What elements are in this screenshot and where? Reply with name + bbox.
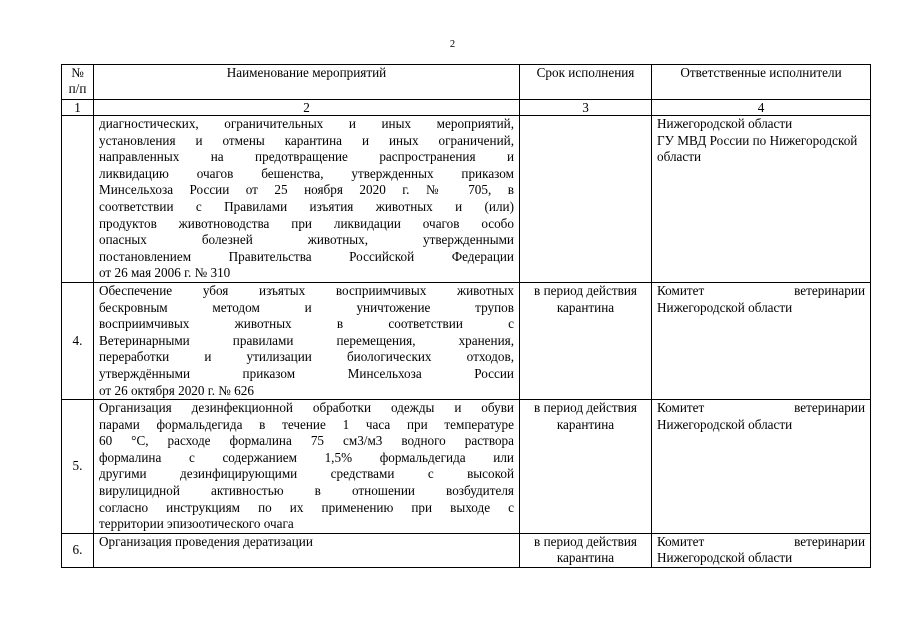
column-number-4: 4	[652, 100, 871, 116]
table-row	[62, 400, 871, 534]
column-number-1: 1	[62, 100, 94, 116]
table-row	[62, 282, 871, 399]
responsible-cell	[652, 116, 871, 283]
activity-line: диагностических, ограничительных и иных мероприятий,	[99, 116, 514, 131]
activity-line: Ветеринарными правилами перемещения, хранения,	[99, 332, 514, 348]
header-number	[62, 65, 94, 100]
page-number: 2	[449, 39, 456, 50]
activity-line: Организация проведения дератизации	[99, 533, 313, 549]
responsible-line: Нижегородской области	[657, 550, 793, 566]
responsible-line: Нижегородской области	[657, 299, 793, 315]
activity-line: Минсельхоза России от 25 ноября 2020 г. № 705, в	[99, 182, 514, 198]
responsible-line: Комитет ветеринарии	[657, 533, 865, 549]
responsible-line: Комитет ветеринарии	[657, 282, 865, 298]
activity-line: бескровным методом и уничтожение трупов	[99, 299, 514, 315]
activity-line: постановлением Правительства Российской Федерации	[99, 248, 514, 264]
activity-line: установления и отмены карантина и иных ограничений,	[99, 132, 514, 148]
activity-line: территории эпизоотического очага	[99, 516, 294, 532]
responsible-line: области	[657, 149, 702, 165]
column-number-3: 3	[520, 100, 652, 116]
column-number-2: 2	[94, 100, 520, 116]
activity-line: вирулицидной активностью в отношении возбудителя	[99, 483, 514, 499]
responsible-cell	[652, 400, 871, 534]
activity-line: восприимчивых животных в соответствии с	[99, 316, 514, 332]
activity-cell	[94, 400, 520, 534]
activity-line: 60 °С, расходе формалина 75 см3/м3 водного раствора	[99, 433, 514, 449]
activity-cell	[94, 116, 520, 283]
activity-line: переработки и утилизации биологических отходов,	[99, 349, 514, 365]
deadline-line: в период действия	[534, 533, 637, 549]
activity-cell	[94, 533, 520, 567]
deadline-line: карантина	[556, 299, 615, 315]
activity-line: формалина с содержанием 1,5% формальдегида или	[99, 449, 514, 465]
activity-line: опасных болезней животных, утвержденными	[99, 232, 514, 248]
table-row	[62, 533, 871, 567]
responsible-line: Комитет ветеринарии	[657, 400, 865, 416]
activity-line: Организация дезинфекционной обработки одежды и обуви	[99, 400, 514, 416]
deadline-cell	[520, 282, 652, 399]
row-number: 5.	[62, 400, 94, 534]
activity-line: ликвидацию очагов бешенства, утвержденных приказом	[99, 165, 514, 181]
row-number	[62, 116, 94, 283]
header-number-line2: п/п	[68, 81, 87, 96]
table-header-row	[62, 65, 871, 100]
deadline-cell	[520, 400, 652, 534]
header-number-line1: №	[71, 65, 84, 80]
activity-line: утверждёнными приказом Минсельхоза России	[99, 365, 514, 381]
row-number: 4.	[62, 282, 94, 399]
header-deadline: Срок исполнения	[520, 65, 652, 100]
deadline-line: карантина	[556, 416, 615, 432]
activity-line: от 26 мая 2006 г. № 310	[99, 265, 231, 281]
table-row	[62, 116, 871, 283]
header-responsible: Ответственные исполнители	[652, 65, 871, 100]
deadline-line: в период действия	[534, 282, 637, 298]
responsible-cell	[652, 282, 871, 399]
row-number: 6.	[62, 533, 94, 567]
responsible-cell	[652, 533, 871, 567]
activity-line: от 26 октября 2020 г. № 626	[99, 382, 254, 398]
measures-table	[61, 64, 871, 568]
deadline-line: в период действия	[534, 400, 637, 416]
activity-line: согласно инструкциям по их применению при выходе с	[99, 499, 514, 515]
activity-line: другими дезинфицирующими средствами с высокой	[99, 466, 514, 482]
responsible-line: Нижегородской области	[657, 116, 793, 131]
activity-line: парами формальдегида в течение 1 часа при температуре	[99, 416, 514, 432]
header-activity: Наименование мероприятий	[94, 65, 520, 100]
responsible-line: Нижегородской области	[657, 416, 793, 432]
responsible-line: ГУ МВД России по Нижегородской	[657, 132, 858, 148]
deadline-line: карантина	[556, 550, 615, 566]
deadline-cell	[520, 116, 652, 283]
activity-line: соответствии с Правилами изъятия животных и (или)	[99, 198, 514, 214]
activity-line: продуктов животноводства при ликвидации очагов особо	[99, 215, 514, 231]
deadline-cell	[520, 533, 652, 567]
activity-line: направленных на предотвращение распространения и	[99, 149, 514, 165]
activity-line: Обеспечение убоя изъятых восприимчивых животных	[99, 282, 514, 298]
activity-cell	[94, 282, 520, 399]
column-numbers-row	[62, 100, 871, 116]
